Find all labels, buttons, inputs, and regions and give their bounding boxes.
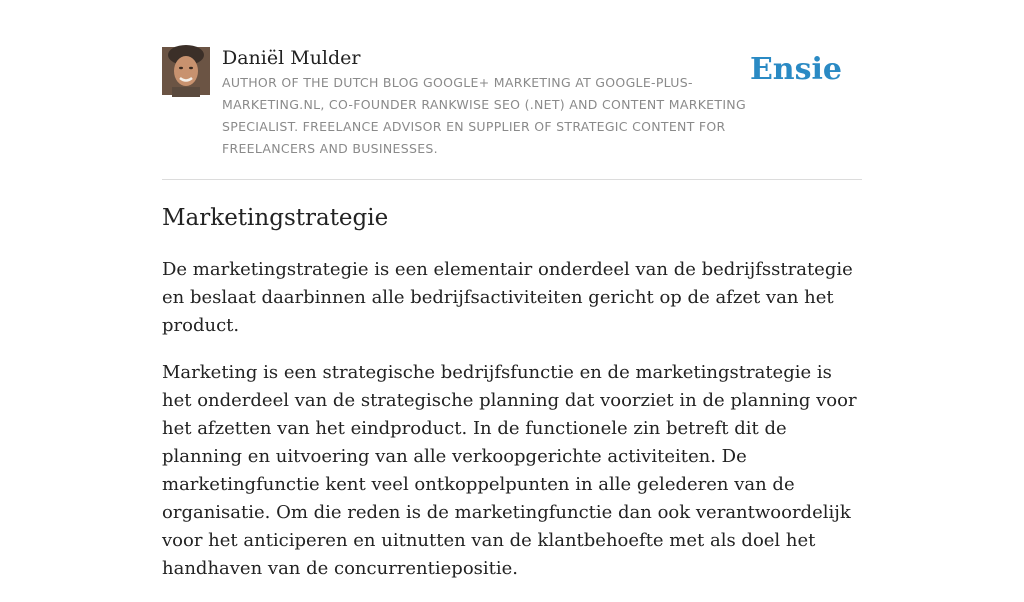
- avatar[interactable]: [162, 47, 210, 95]
- author-name[interactable]: Daniël Mulder: [222, 47, 361, 69]
- article-content: [162, 200, 862, 602]
- author-header: [162, 0, 862, 180]
- article-paragraph: Marketing is een strategische bedrijfsfunctie en de marketingstrategie is het onderdeel van de strategische planning dat voorziet in de planning voor het afzetten van het eindproduct. In de functionele zin betreft dit de planning en uitvoering van alle verkoopgerichte activiteiten. De marketingfunctie kent veel ontkoppelpunten in alle gelederen van de organisatie. Om die reden is de marketingfunctie dan ook verantwoordelijk voor het anticiperen en uitnutten van de klantbehoefte met als doel het handhaven van de concurrentiepositie.: [162, 362, 857, 579]
- article-title: Marketingstrategie: [162, 205, 389, 231]
- author-bio: AUTHOR OF THE DUTCH BLOG GOOGLE+ MARKETING AT GOOGLE-PLUS-MARKETING.NL, CO-FOUNDER RANKWISE SEO (.NET) AND CONTENT MARKETING SPECIALIST. FREELANCE ADVISOR EN SUPPLIER OF STRATEGIC CONTENT FOR FREELANCERS AND BUSINESSES.: [222, 75, 746, 156]
- article-paragraph: De marketingstrategie is een elementair onderdeel van de bedrijfsstrategie en beslaat daarbinnen alle bedrijfsactiviteiten gericht op de afzet van het product.: [162, 259, 853, 336]
- brand-logo[interactable]: Ensie: [749, 52, 842, 87]
- avatar-photo-icon: [162, 47, 210, 95]
- article-card: [162, 0, 862, 579]
